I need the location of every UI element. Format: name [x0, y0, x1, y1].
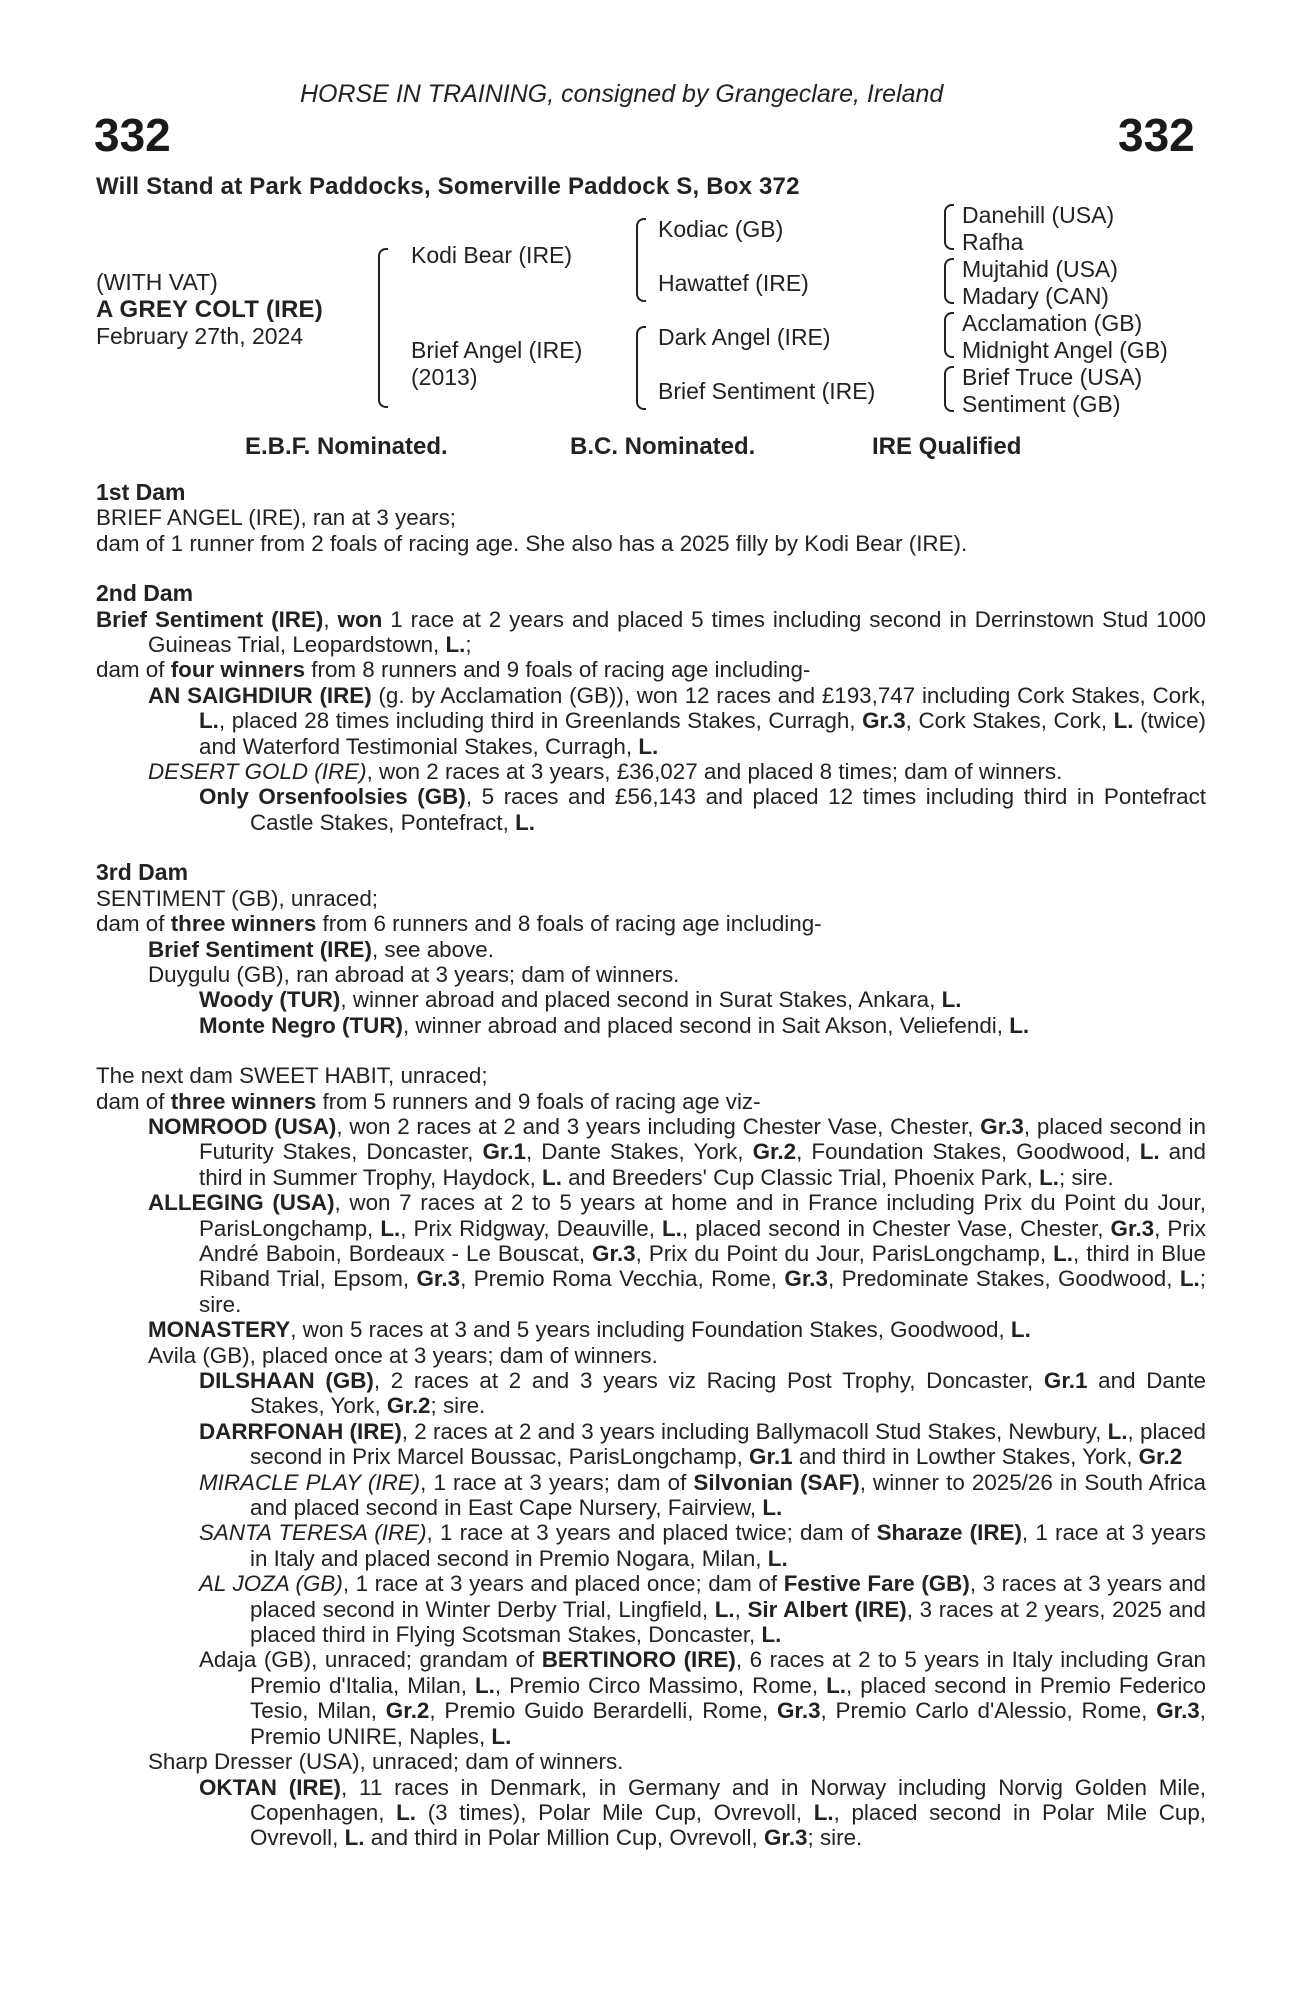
great-granddam-8: Sentiment (GB): [962, 391, 1121, 417]
next-dam-produce: dam of three winners from 5 runners and 9 foals of racing age viz-: [96, 1088, 761, 1114]
oktan-entry: OKTAN (IRE), 11 races in Denmark, in Germany and in Norway including Norvig Golden Mile, Copenhagen, L. (3 times), Polar Mile Cup, Ovrevoll, L., placed second in Polar Mile Cup, Ovrevoll, L. and third in Polar Million Cup, Ovrevoll, Gr.3; sire.: [199, 1774, 1206, 1851]
second-dam-produce: dam of four winners from 8 runners and 9 foals of racing age including-: [96, 657, 811, 683]
next-dam-line: The next dam SWEET HABIT, unraced;: [96, 1063, 488, 1089]
catalogue-body: [96, 480, 1206, 1851]
pedigree-brace-main: [378, 248, 388, 408]
sire-name: Kodi Bear (IRE): [411, 242, 573, 268]
dam-year: (2013): [411, 364, 478, 390]
third-dam-heading: 3rd Dam: [96, 859, 189, 886]
santa-teresa-entry: SANTA TERESA (IRE), 1 race at 3 years and placed twice; dam of Sharaze (IRE), 1 race at 3 years in Italy and placed second in Premio Nogara, Milan, L.: [199, 1520, 1207, 1571]
dilshaan-entry: DILSHAAN (GB), 2 races at 2 and 3 years viz Racing Post Trophy, Doncaster, Gr.1 and Dante Stakes, York, Gr.2; sire.: [199, 1368, 1206, 1419]
pedigree-brace-g78: [944, 366, 954, 412]
great-grandsire-3: Mujtahid (USA): [962, 256, 1118, 282]
sharp-dresser-entry: Sharp Dresser (USA), unraced; dam of winners.: [148, 1749, 624, 1775]
adaja-entry: Adaja (GB), unraced; grandam of BERTINORO (IRE), 6 races at 2 to 5 years in Italy including Gran Premio d'Italia, Milan, L., Premio Circo Massimo, Rome, L., placed second in Premio Federico Tesio, Milan, Gr.2, Premio Guido Berardelli, Rome, Gr.3, Premio Carlo d'Alessio, Rome, Gr.3, Premio UNIRE, Naples, L.: [199, 1647, 1206, 1749]
third-dam-produce: dam of three winners from 6 runners and 8 foals of racing age including-: [96, 911, 822, 937]
second-dam-entry: Brief Sentiment (IRE), won 1 race at 2 years and placed 5 times including second in Derrinstown Stud 1000 Guineas Trial, Leopardstown, L.;: [96, 606, 1206, 658]
foaling-date: February 27th, 2024: [96, 323, 304, 349]
pedigree-brace-g56: [944, 312, 954, 358]
miracle-play-entry: MIRACLE PLAY (IRE), 1 race at 3 years; dam of Silvonian (SAF), winner to 2025/26 in South Africa and placed second in East Cape Nursery, Fairview, L.: [199, 1469, 1207, 1521]
dam-name: Brief Angel (IRE): [411, 337, 583, 363]
avila-entry: Avila (GB), placed once at 3 years; dam of winners.: [148, 1342, 658, 1368]
stand-location: Will Stand at Park Paddocks, Somerville Paddock S, Box 372: [96, 173, 800, 200]
desert-gold-entry: DESERT GOLD (IRE), won 2 races at 3 years, £36,027 and placed 8 times; dam of winners.: [148, 759, 1063, 785]
great-grandsire-5: Acclamation (GB): [962, 310, 1143, 336]
vat-label: (WITH VAT): [96, 269, 218, 295]
ire-qualified: IRE Qualified: [872, 433, 1022, 460]
ebf-nominated: E.B.F. Nominated.: [245, 433, 448, 460]
bc-nominated: B.C. Nominated.: [570, 433, 756, 460]
monastery-entry: MONASTERY, won 5 races at 3 and 5 years including Foundation Stakes, Goodwood, L.: [148, 1317, 1031, 1343]
consignor-line: HORSE IN TRAINING, consigned by Grangeclare, Ireland: [300, 80, 944, 108]
great-granddam-4: Madary (CAN): [962, 283, 1109, 309]
great-grandsire-1: Danehill (USA): [962, 202, 1115, 228]
first-dam-heading: 1st Dam: [96, 479, 186, 505]
pedigree-brace-g34: [944, 258, 954, 304]
dam-dam-name: Brief Sentiment (IRE): [658, 378, 876, 404]
pedigree-brace-sire: [636, 218, 646, 302]
darrfonah-entry: DARRFONAH (IRE), 2 races at 2 and 3 years including Ballymacoll Stud Stakes, Newbury, L., placed second in Prix Marcel Boussac, ParisLongchamp, Gr.1 and third in Lowther Stakes, York, Gr.2: [199, 1418, 1206, 1470]
great-granddam-6: Midnight Angel (GB): [962, 337, 1168, 363]
monte-negro-entry: Monte Negro (TUR), winner abroad and placed second in Sait Akson, Veliefendi, L.: [199, 1012, 1030, 1038]
brief-sentiment-entry: Brief Sentiment (IRE), see above.: [148, 936, 494, 962]
first-dam-produce: dam of 1 runner from 2 foals of racing age. She also has a 2025 filly by Kodi Bear (IRE).: [96, 530, 968, 556]
al-joza-entry: AL JOZA (GB), 1 race at 3 years and placed once; dam of Festive Fare (GB), 3 races at 3 years and placed second in Winter Derby Trial, Lingfield, L., Sir Albert (IRE), 3 races at 2 years, 2025 and placed third in Flying Scotsman Stakes, Doncaster, L.: [199, 1571, 1206, 1648]
sire-dam-name: Hawattef (IRE): [658, 270, 809, 296]
second-dam-heading: 2nd Dam: [96, 580, 194, 607]
sire-sire-name: Kodiac (GB): [658, 216, 784, 242]
lot-number-right: 332: [1118, 109, 1195, 161]
first-dam-line: BRIEF ANGEL (IRE), ran at 3 years;: [96, 505, 457, 531]
only-orsenfoolsies-entry: Only Orsenfoolsies (GB), 5 races and £56,143 and placed 12 times including third in Pontefract Castle Stakes, Pontefract, L.: [199, 784, 1206, 835]
third-dam-line: SENTIMENT (GB), unraced;: [96, 885, 379, 911]
nomrood-entry: NOMROOD (USA), won 2 races at 2 and 3 years including Chester Vase, Chester, Gr.3, placed second in Futurity Stakes, Doncaster, Gr.1, Dante Stakes, York, Gr.2, Foundation Stakes, Goodwood, L. and third in Summer Trophy, Haydock, L. and Breeders' Cup Classic Trial, Phoenix Park, L.; sire.: [148, 1113, 1206, 1190]
alleging-entry: ALLEGING (USA), won 7 races at 2 to 5 years at home and in France including Prix du Point du Jour, ParisLongchamp, L., Prix Ridgway, Deauville, L., placed second in Chester Vase, Chester, Gr.3, Prix André Baboin, Bordeaux - Le Bouscat, Gr.3, Prix du Point du Jour, ParisLongchamp, L., third in Blue Riband Trial, Epsom, Gr.3, Premio Roma Vecchia, Rome, Gr.3, Predominate Stakes, Goodwood, L.; sire.: [148, 1190, 1206, 1317]
duygulu-entry: Duygulu (GB), ran abroad at 3 years; dam of winners.: [148, 961, 680, 987]
woody-entry: Woody (TUR), winner abroad and placed second in Surat Stakes, Ankara, L.: [199, 987, 962, 1013]
horse-description: A GREY COLT (IRE): [96, 296, 323, 323]
lot-number-left: 332: [94, 109, 171, 161]
pedigree-brace-dam: [636, 326, 646, 410]
dam-sire-name: Dark Angel (IRE): [658, 324, 831, 350]
pedigree-brace-g12: [944, 204, 954, 250]
an-saighdiur-entry: AN SAIGHDIUR (IRE) (g. by Acclamation (GB)), won 12 races and £193,747 including Cork Stakes, Cork, L., placed 28 times including third in Greenlands Stakes, Curragh, Gr.3, Cork Stakes, Cork, L. (twice) and Waterford Testimonial Stakes, Curragh, L.: [148, 682, 1207, 759]
great-granddam-2: Rafha: [962, 229, 1024, 255]
great-grandsire-7: Brief Truce (USA): [962, 364, 1143, 390]
